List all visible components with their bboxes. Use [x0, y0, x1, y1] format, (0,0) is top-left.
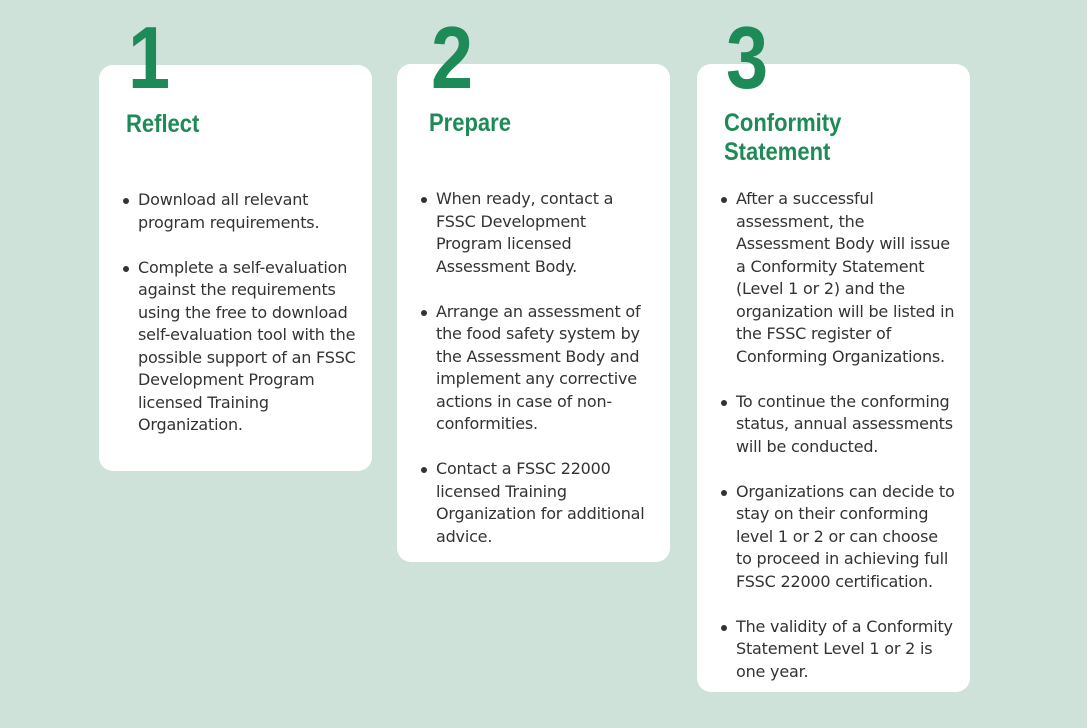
list-item: [719, 616, 956, 684]
bullet-icon: [721, 197, 727, 203]
list-item-text: Arrange an assessment of the food safety system by the Assessment Body and implement any corrective actions in case of non-conformities.: [436, 301, 641, 433]
list-item-text: Download all relevant program requirements.: [138, 190, 320, 232]
list-item: [719, 188, 956, 368]
bullet-icon: [123, 198, 129, 204]
step-list: [419, 188, 656, 571]
bullet-icon: [421, 310, 427, 316]
list-item-text: The validity of a Conformity Statement Level 1 or 2 is one year.: [736, 616, 953, 681]
step-number: 3: [726, 8, 767, 107]
list-item-text: When ready, contact a FSSC Development Program licensed Assessment Body.: [436, 189, 614, 276]
step-number: 1: [128, 8, 169, 107]
step-list: [719, 188, 956, 706]
list-item: [419, 188, 656, 278]
step-number: 2: [431, 8, 472, 107]
list-item-text: After a successful assessment, the Assessment Body will issue a Conformity Statement (Level 1 or 2) and the organization will be listed in the FSSC register of Conforming Organizations.: [736, 189, 955, 366]
list-item-text: Organizations can decide to stay on their conforming level 1 or 2 or can choose to proceed in achieving full FSSC 22000 certification.: [736, 481, 955, 591]
list-item: [719, 481, 956, 594]
list-item-text: To continue the conforming status, annual assessments will be conducted.: [736, 391, 953, 456]
step-title: [724, 109, 891, 167]
bullet-icon: [421, 197, 427, 203]
list-item: [719, 391, 956, 459]
bullet-icon: [721, 400, 727, 406]
list-item: [419, 301, 656, 436]
bullet-icon: [721, 490, 727, 496]
list-item-text: Contact a FSSC 22000 licensed Training Organization for additional advice.: [436, 459, 645, 546]
step-card-prepare: [397, 64, 670, 562]
bullet-icon: [421, 467, 427, 473]
bullet-icon: [123, 266, 129, 272]
step-card-reflect: [99, 65, 372, 471]
step-title: Reflect: [126, 110, 200, 138]
step-title-text: Conformity Statement: [724, 109, 842, 166]
bullet-icon: [721, 625, 727, 631]
list-item: [121, 189, 358, 234]
list-item-text: Complete a self-evaluation against the requirements using the free to download self-evaluation tool with the possible support of an FSSC Development Program licensed Training Organization.: [138, 257, 356, 434]
step-title: Prepare: [429, 109, 511, 137]
step-card-conformity-statement: [697, 64, 970, 692]
step-list: [121, 189, 358, 459]
list-item: [419, 458, 656, 548]
list-item: [121, 257, 358, 437]
